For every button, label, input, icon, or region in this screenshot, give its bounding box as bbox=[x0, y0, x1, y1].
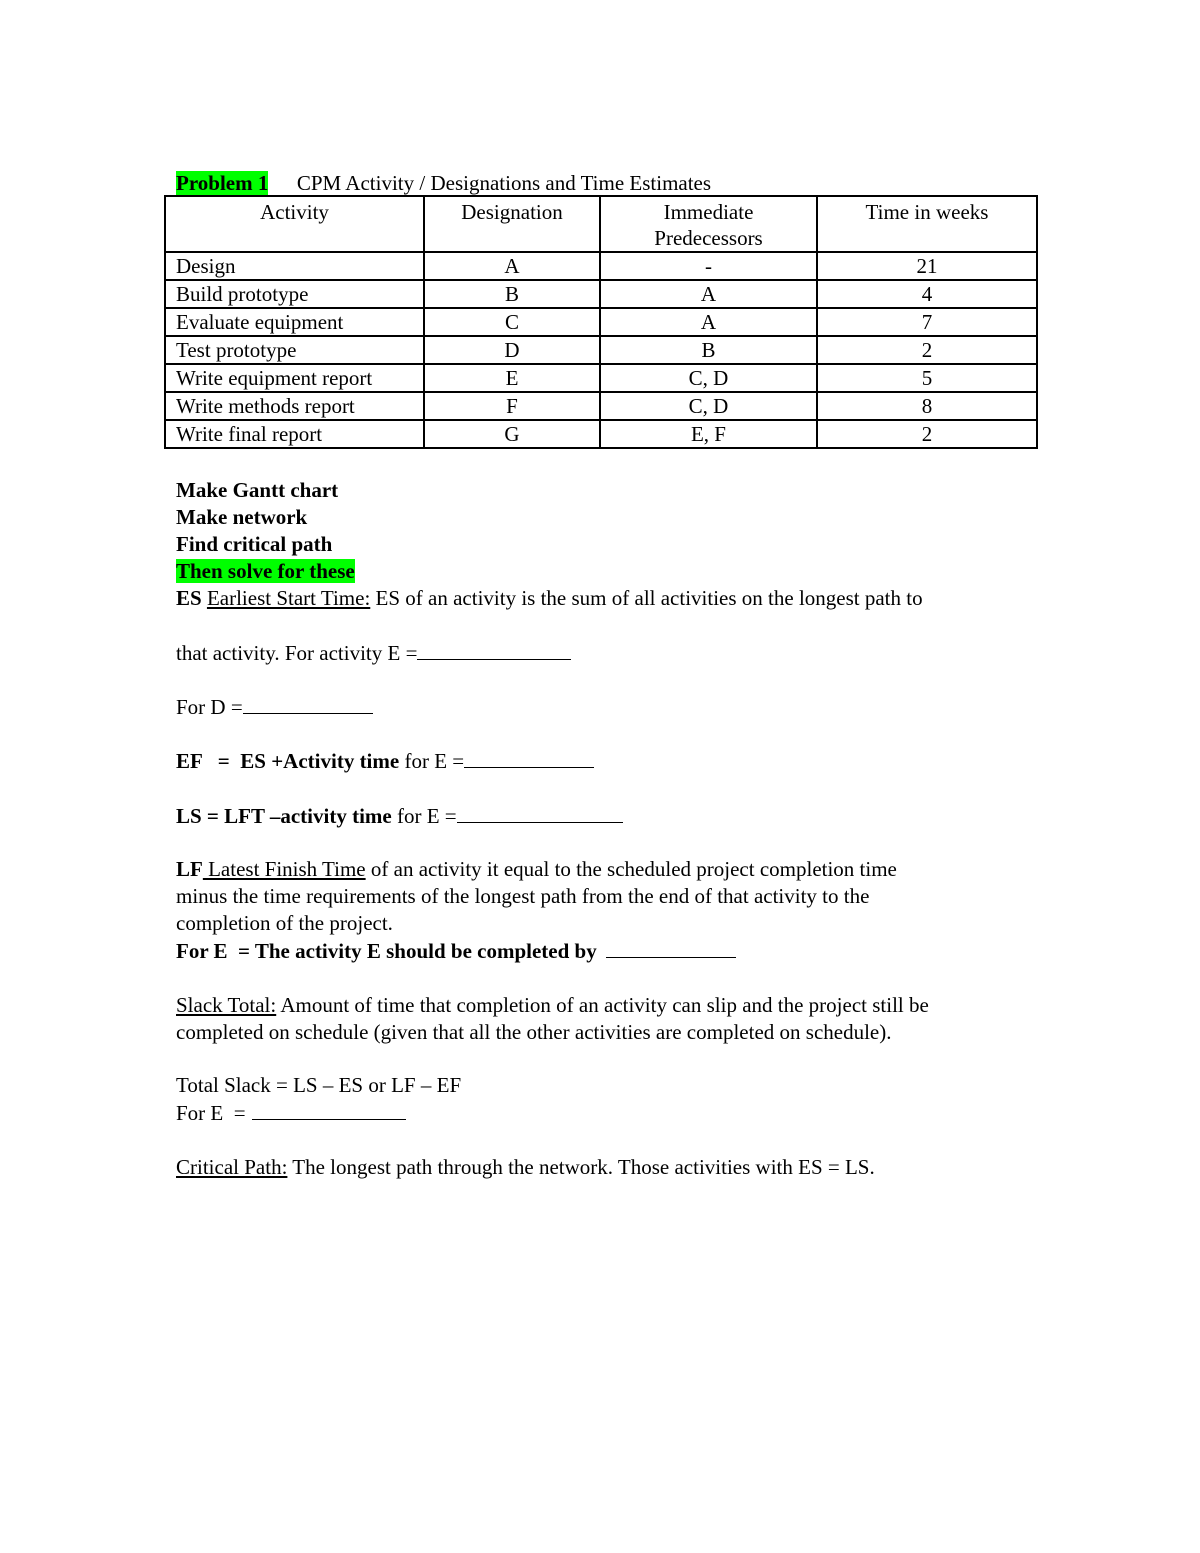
cell-designation: A bbox=[424, 252, 600, 280]
table-header-row bbox=[165, 196, 1037, 252]
header-time: Time in weeks bbox=[817, 196, 1037, 252]
cell-designation: F bbox=[424, 392, 600, 420]
slack-formula: Total Slack = LS – ES or LF – EF bbox=[176, 1073, 462, 1097]
es-question-e-text: that activity. For activity E = bbox=[176, 641, 418, 665]
cell-activity: Build prototype bbox=[165, 280, 424, 308]
slack-definition-line2: completed on schedule (given that all the other activities are completed on schedule). bbox=[176, 1020, 892, 1044]
ls-question-text: for E = bbox=[396, 804, 457, 828]
answer-blank-ef[interactable] bbox=[464, 749, 594, 768]
cell-activity: Evaluate equipment bbox=[165, 308, 424, 336]
task-gantt: Make Gantt chart bbox=[176, 478, 339, 502]
cell-time: 21 bbox=[817, 252, 1037, 280]
answer-blank-es-d[interactable] bbox=[243, 695, 373, 714]
es-question-d-text: For D = bbox=[176, 695, 243, 719]
slack-line1-text: Amount of time that completion of an activity can slip and the project still be bbox=[280, 993, 929, 1017]
cell-activity: Test prototype bbox=[165, 336, 424, 364]
es-definition-text: ES of an activity is the sum of all activities on the longest path to bbox=[375, 586, 923, 610]
ls-question bbox=[176, 804, 623, 828]
answer-blank-ls[interactable] bbox=[457, 804, 623, 823]
cell-predecessors: B bbox=[600, 336, 817, 364]
table-row bbox=[165, 280, 1037, 308]
ef-question bbox=[176, 749, 594, 773]
critical-path-term: Critical Path: bbox=[176, 1155, 288, 1179]
cell-predecessors: - bbox=[600, 252, 817, 280]
critical-path-definition bbox=[176, 1155, 875, 1179]
slack-definition-line1 bbox=[176, 993, 929, 1017]
cell-predecessors: C, D bbox=[600, 392, 817, 420]
lf-definition-line3: completion of the project. bbox=[176, 911, 393, 935]
ls-formula: LS = LFT –activity time bbox=[176, 804, 392, 828]
cell-designation: B bbox=[424, 280, 600, 308]
lf-definition-line1 bbox=[176, 857, 897, 881]
es-question-e bbox=[176, 641, 571, 665]
lf-abbr: LF bbox=[176, 857, 203, 881]
table-heading: CPM Activity / Designations and Time Estimates bbox=[296, 171, 712, 195]
cell-activity: Write final report bbox=[165, 420, 424, 448]
cell-designation: C bbox=[424, 308, 600, 336]
cell-activity: Design bbox=[165, 252, 424, 280]
lf-question bbox=[176, 939, 736, 963]
table-row bbox=[165, 252, 1037, 280]
table-row bbox=[165, 392, 1037, 420]
cell-time: 5 bbox=[817, 364, 1037, 392]
cell-designation: E bbox=[424, 364, 600, 392]
table-row bbox=[165, 308, 1037, 336]
table-row bbox=[165, 420, 1037, 448]
slack-question-text: For E = bbox=[176, 1101, 246, 1125]
cpm-activity-table bbox=[164, 195, 1038, 449]
es-abbr: ES bbox=[176, 586, 202, 610]
answer-blank-lf[interactable] bbox=[606, 939, 736, 958]
lf-term: Latest Finish Time bbox=[202, 857, 366, 881]
problem-label: Problem 1 bbox=[176, 171, 269, 195]
cell-designation: D bbox=[424, 336, 600, 364]
critical-path-text: The longest path through the network. Those activities with ES = LS. bbox=[292, 1155, 875, 1179]
cell-time: 2 bbox=[817, 420, 1037, 448]
task-solve bbox=[176, 559, 355, 583]
table-row bbox=[165, 336, 1037, 364]
cell-designation: G bbox=[424, 420, 600, 448]
cell-predecessors: A bbox=[600, 308, 817, 336]
task-solve-text: Then solve for these bbox=[176, 559, 355, 583]
ef-formula: EF = ES +Activity time bbox=[176, 749, 400, 773]
ef-question-text: for E = bbox=[404, 749, 465, 773]
lf-definition-line2: minus the time requirements of the longest path from the end of that activity to the bbox=[176, 884, 870, 908]
es-definition bbox=[176, 586, 923, 610]
answer-blank-slack[interactable] bbox=[252, 1101, 406, 1120]
cell-time: 7 bbox=[817, 308, 1037, 336]
problem-title bbox=[176, 171, 711, 195]
lf-line1-text: of an activity it equal to the scheduled project completion time bbox=[370, 857, 897, 881]
cell-activity: Write methods report bbox=[165, 392, 424, 420]
lf-question-text: For E = The activity E should be completed by bbox=[176, 939, 597, 963]
cell-predecessors: A bbox=[600, 280, 817, 308]
cell-time: 8 bbox=[817, 392, 1037, 420]
task-critical-path: Find critical path bbox=[176, 532, 333, 556]
slack-term: Slack Total: bbox=[176, 993, 277, 1017]
header-designation: Designation bbox=[424, 196, 600, 252]
slack-question bbox=[176, 1101, 406, 1125]
task-network: Make network bbox=[176, 505, 308, 529]
answer-blank-es-e[interactable] bbox=[417, 641, 571, 660]
header-predecessors-text: Immediate Predecessors bbox=[654, 200, 763, 250]
header-predecessors bbox=[600, 196, 817, 252]
cell-predecessors: C, D bbox=[600, 364, 817, 392]
cell-time: 2 bbox=[817, 336, 1037, 364]
table-row bbox=[165, 364, 1037, 392]
es-term: Earliest Start Time: bbox=[206, 586, 371, 610]
header-activity: Activity bbox=[165, 196, 424, 252]
cell-predecessors: E, F bbox=[600, 420, 817, 448]
es-question-d bbox=[176, 695, 373, 719]
cell-time: 4 bbox=[817, 280, 1037, 308]
cell-activity: Write equipment report bbox=[165, 364, 424, 392]
